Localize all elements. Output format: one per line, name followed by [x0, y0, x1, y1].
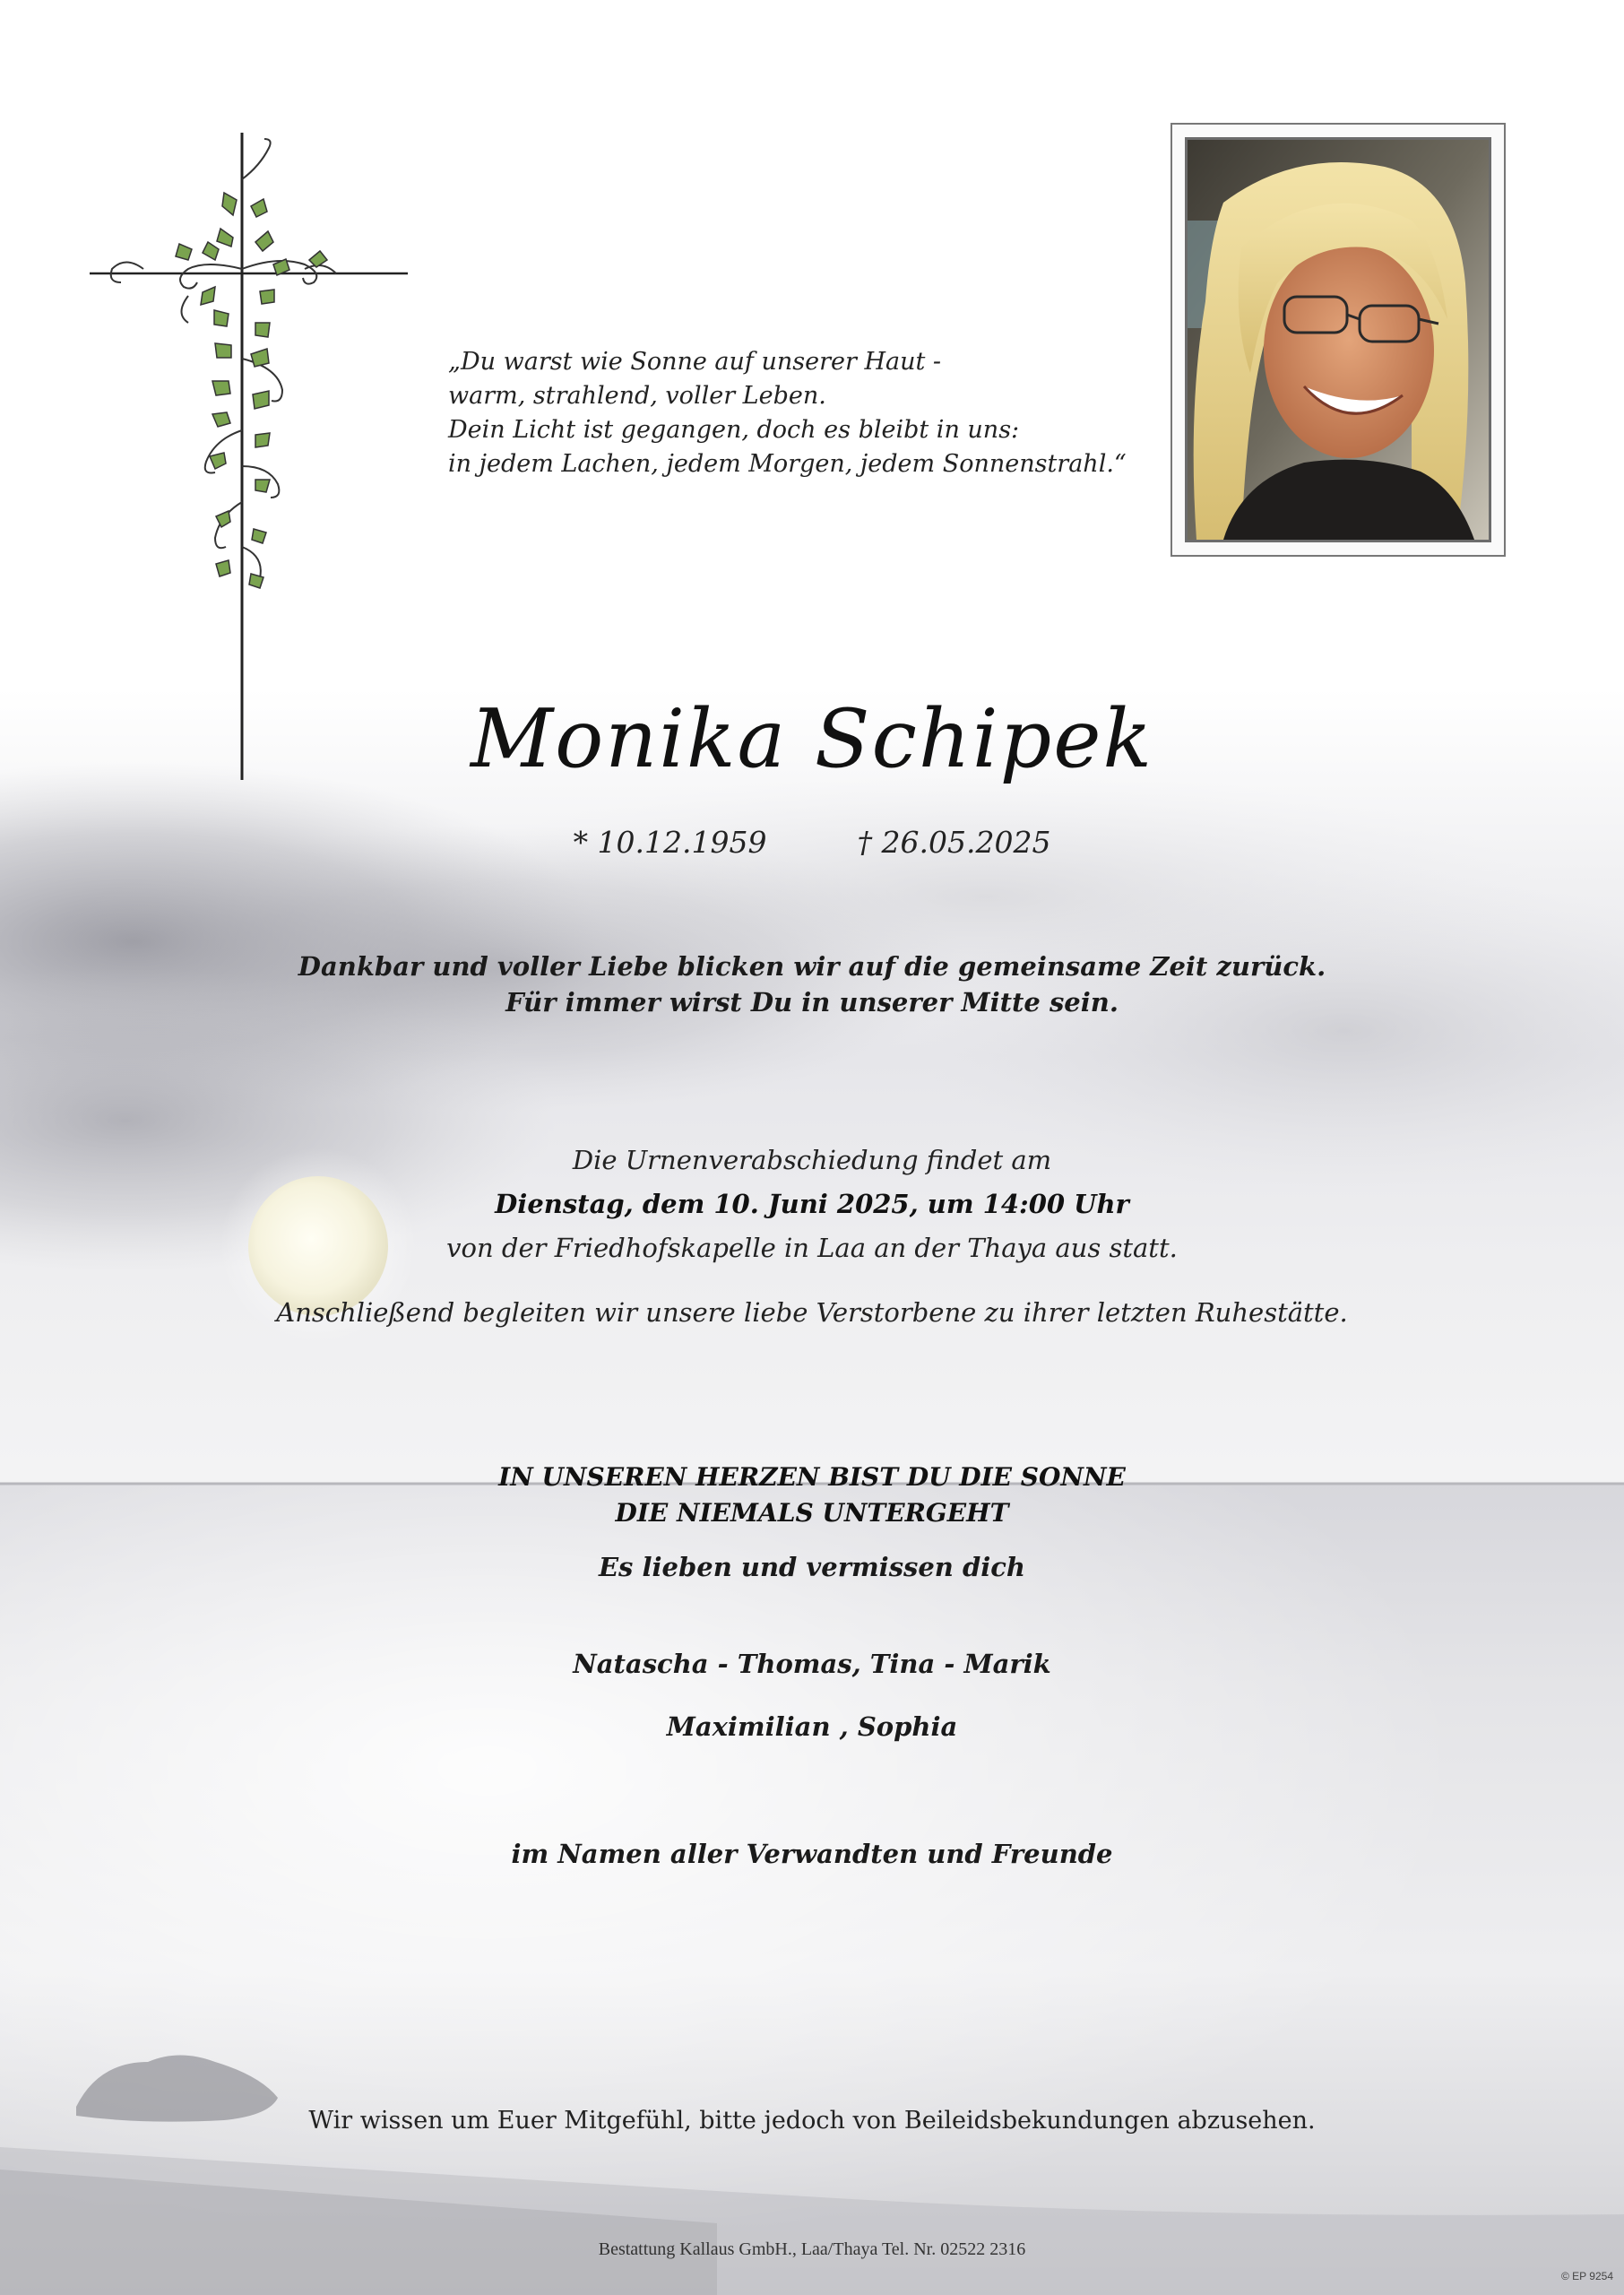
service-line: Die Urnenverabschiedung findet am: [572, 1145, 1052, 1175]
condolence-notice: Wir wissen um Euer Mitgefühl, bitte jedoch von Beileidsbekundungen abzusehen.: [308, 2107, 1316, 2135]
death-date: † 26.05.2025: [857, 825, 1051, 860]
motto-line: IN UNSEREN HERZEN BIST DU DIE SONNE: [498, 1462, 1126, 1492]
portrait-frame: [1170, 123, 1506, 557]
print-code: © EP 9254: [1561, 2270, 1613, 2282]
portrait-photo: [1185, 137, 1491, 542]
thanks-message: [0, 948, 1624, 1020]
mourners-line: Maximilian , Sophia: [666, 1711, 958, 1742]
portrait-image: [1188, 140, 1489, 540]
thanks-line: Für immer wirst Du in unserer Mitte sein.: [505, 987, 1119, 1018]
quote-line: in jedem Lachen, jedem Morgen, jedem Sonnenstrahl.“: [448, 450, 1127, 478]
burial-note: Anschließend begleiten wir unsere liebe Verstorbene zu ihrer letzten Ruhestätte.: [276, 1297, 1348, 1328]
quote-line: warm, strahlend, voller Leben.: [448, 382, 826, 410]
motto-line: DIE NIEMALS UNTERGEHT: [615, 1498, 1009, 1528]
thanks-line: Dankbar und voller Liebe blicken wir auf die gemeinsame Zeit zurück.: [298, 951, 1326, 982]
quote-line: „Du warst wie Sonne auf unserer Haut -: [448, 348, 942, 376]
quote-line: Dein Licht ist gegangen, doch es bleibt in uns:: [448, 416, 1020, 444]
mourners-heading: Es lieben und vermissen dich: [598, 1552, 1026, 1582]
service-info: [0, 1139, 1624, 1270]
service-datetime: Dienstag, dem 10. Juni 2025, um 14:00 Uhr: [495, 1189, 1129, 1219]
deceased-name: Monika Schipek: [470, 692, 1154, 786]
motto: [0, 1459, 1624, 1531]
service-location: von der Friedhofskapelle in Laa an der Thaya aus statt.: [446, 1233, 1178, 1263]
on-behalf-line: im Namen aller Verwandten und Freunde: [511, 1839, 1113, 1869]
mourners-line: Natascha - Thomas, Tina - Marik: [573, 1649, 1051, 1679]
ivy-cross-icon: [81, 126, 421, 789]
life-dates: [0, 823, 1624, 862]
birth-date: * 10.12.1959: [573, 825, 767, 860]
memorial-quote: [448, 345, 1127, 481]
funeral-home-footer: Bestattung Kallaus GmbH., Laa/Thaya Tel. Nr. 02522 2316: [598, 2239, 1026, 2259]
